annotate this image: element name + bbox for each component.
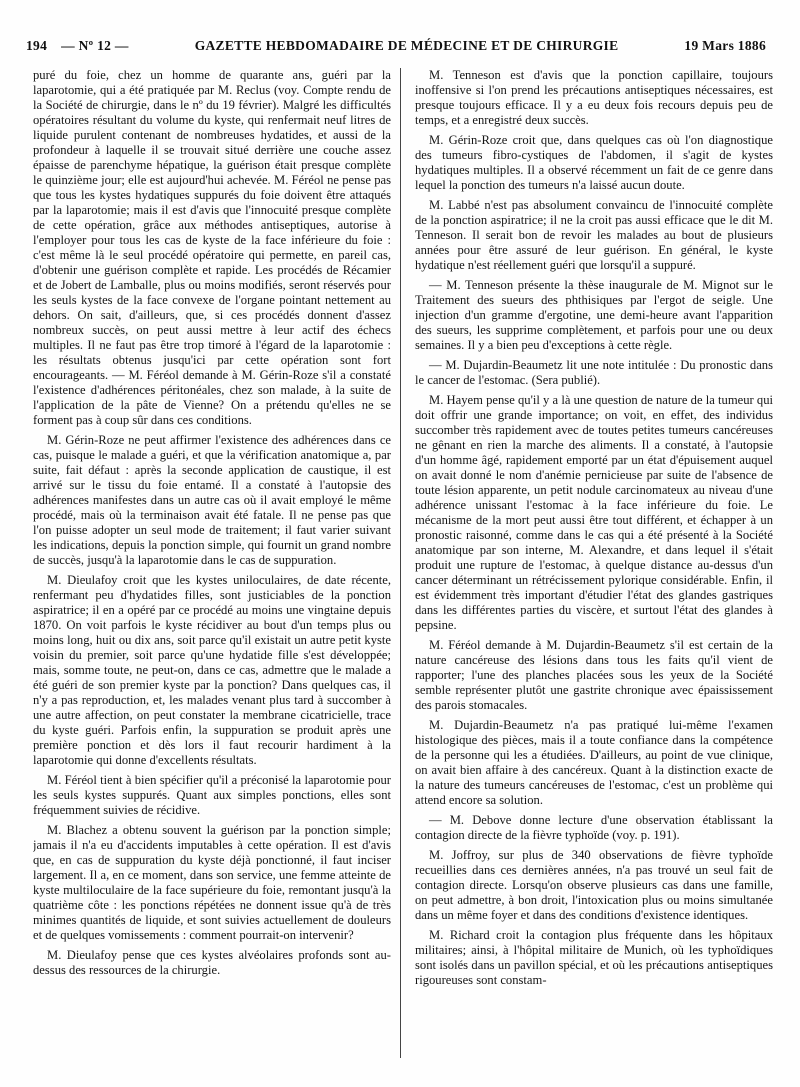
column-divider <box>400 68 401 1058</box>
paragraph: M. Richard croit la contagion plus fréquente dans les hôpitaux militaires; ainsi, à l'hôpital militaire de Munich, où les typhoïdiques sont isolés dans un pavillon spécial, et où les précautions antiseptiques rigoureuses sont constam- <box>415 928 773 987</box>
paragraph: — M. Debove donne lecture d'une observation établissant la contagion directe de la fièvre typhoïde (voy. p. 191). <box>415 813 773 842</box>
paragraph: M. Gérin-Roze ne peut affirmer l'existence des adhérences dans ce cas, puisque le malade a guéri, et que la vérification anatomique a, par suite, fait défaut : après la seconde application de caustique, il est arrivé sur le tissu du foie entamé. Il a constaté à l'autopsie des adhérences manifestes dans un autre cas où il avait employé le même procédé, mais où la terminaison avait été fatale. Il ne pense pas que l'on puisse adopter un seul mode de traitement; il faut varier suivant les indications, depuis la ponction simple, qui fournit un grand nombre de succès, jusqu'à la laparotomie dans le cas de suppuration. <box>33 433 391 567</box>
left-column <box>33 68 391 1058</box>
paragraph: M. Joffroy, sur plus de 340 observations de fièvre typhoïde recueillies dans ces dernières années, n'a pas trouvé un seul fait de contagion directe. Lorsqu'on observe plusieurs cas dans une famille, on peut admettre, à bon droit, l'intoxication plus ou moins simultanée dans un même foyer et dans des conditions d'existence identiques. <box>415 848 773 922</box>
paragraph: M. Dieulafoy pense que ces kystes alvéolaires profonds sont au-dessus des ressources de la chirurgie. <box>33 948 391 977</box>
paragraph: M. Labbé n'est pas absolument convaincu de l'innocuité complète de la ponction aspiratrice; il ne la croit pas aussi efficace que le dit M. Tenneson. Il serait bon de revoir les malades au bout de plusieurs années pour être assuré de leur guérison. En général, le kyste hydatique n'est réellement guéri que lorsqu'il a suppuré. <box>415 198 773 272</box>
page-header <box>26 36 766 56</box>
paragraph: M. Gérin-Roze croit que, dans quelques cas où l'on diagnostique des tumeurs fibro-cystiques de l'abdomen, il s'agit de kystes hydatiques multiples. Il a observé récemment un fait de ce genre dans lequel la ponction des tumeurs n'a laissé aucun doute. <box>415 133 773 192</box>
paragraph: puré du foie, chez un homme de quarante ans, guéri par la laparotomie, qui a été pratiquée par M. Reclus (voy. Compte rendu de la Société de chirurgie, dans le nº du 19 février). Malgré les difficultés opératoires résultant du volume du kyste, qui renfermait neuf litres de liquide purulent contenant de nombreuses hydatides, et aussi de la profondeur à laquelle il se trouvait situé derrière une couche assez épaisse de parenchyme hépatique, la guérison était presque complète le quinzième jour; elle est aujourd'hui achevée. M. Féréol ne pense pas que tous les kystes hydatiques suppurés du foie doivent être attaqués par la laparotomie; mais il est d'avis que l'innocuité presque complète de cette opération, grâce aux méthodes antiseptiques, autorise à l'employer pour tous les cas de kyste de la face inférieure du foie : c'est même là le seul procédé opératoire qui permette, en pareil cas, d'obtenir une guérison complète et rapide. Les procédés de Récamier et de Jobert de Lamballe, plus ou moins modifiés, seront réservés pour les seuls kystes de la face convexe de l'organe pointant nettement au dehors. On sait, d'ailleurs, que, si ces procédés donnent d'assez nombreux succès, on peut aussi mettre à leur actif des échecs multiples. Il ne faut pas être trop timoré à l'égard de la laparotomie : les résultats obtenus jusqu'ici par cette opération sont fort encourageants. — M. Féréol demande à M. Gérin-Roze s'il a constaté l'existence d'adhérences péritonéales, chez son malade, à la suite de l'application de la pâte de Vienne? On a prétendu qu'elles ne se forment pas à coup sûr dans ces conditions. <box>33 68 391 427</box>
paragraph: — M. Dujardin-Beaumetz lit une note intitulée : Du pronostic dans le cancer de l'estomac. (Sera publié). <box>415 358 773 387</box>
paragraph: M. Tenneson est d'avis que la ponction capillaire, toujours inoffensive si l'on prend les précautions antiseptiques nécessaires, est presque toujours efficace. Il y a eu deux fois recours depuis peu de temps, et a enregistré deux succès. <box>415 68 773 127</box>
page-number: 194 <box>26 38 48 53</box>
journal-title: GAZETTE HEBDOMADAIRE DE MÉDECINE ET DE CHIRURGIE <box>194 38 619 53</box>
issue-date: 19 Mars 1886 <box>684 38 766 53</box>
paragraph: M. Dujardin-Beaumetz n'a pas pratiqué lui-même l'examen histologique des pièces, mais il a toute confiance dans la compétence de la personne qui les a étudiées. D'ailleurs, au point de vue clinique, on avait bien affaire à des cancéreux. Quant à la distinction exacte de la nature des tumeurs cancéreuses de l'estomac, c'est un problème qui attend encore sa solution. <box>415 718 773 807</box>
paragraph: M. Blachez a obtenu souvent la guérison par la ponction simple; jamais il n'a eu d'accidents imputables à cette opération. Il est d'avis que, en cas de suppuration du kyste déjà ponctionné, il faut inciser largement. Il a, en ce moment, dans son service, une femme atteinte de kyste multiloculaire de la face supérieure du foie, remontant jusqu'à la quatrième côte : les ponctions répétées ne donnent issue qu'à de très minimes quantités de liquide, et sont suivies actuellement de douleurs et de quelques vomissements : comment pourrait-on intervenir? <box>33 823 391 942</box>
paragraph: — M. Tenneson présente la thèse inaugurale de M. Mignot sur le Traitement des sueurs des phthisiques par l'ergot de seigle. Une injection d'un gramme d'ergotine, une demi-heure avant l'apparition des sueurs, les supprime complètement, et parfois pour une ou deux semaines. Il y a bien peu d'exceptions à cette règle. <box>415 278 773 352</box>
paragraph: M. Féréol tient à bien spécifier qu'il a préconisé la laparotomie pour les seuls kystes suppurés. Quant aux simples ponctions, elles sont fréquemment suivies de récidive. <box>33 773 391 817</box>
paragraph: M. Hayem pense qu'il y a là une question de nature de la tumeur qui doit offrir une grande importance; on voit, en effet, des individus succomber très rapidement avec de toutes petites tumeurs cancéreuses ne gênant en rien la marche des aliments. Il a constaté, à l'autopsie d'un homme âgé, rapidement emporté par un état d'épuisement auquel on avait donné le nom d'anémie pernicieuse par suite de l'absence de toute lésion apparente, un petit nodule carcinomateux au niveau d'une adhérence unissant l'estomac à la face inférieure du foie. Le mécanisme de la mort peut aussi être tout différent, et échapper à un pronostic raisonné, comme dans le cas qui a été présenté à la Société anatomique par son interne, M. Alexandre, et dans lequel il s'était produit une rupture de l'estomac, à quelque distance au-dessus d'un cancer déterminant un rétrécissement pylorique considérable. Enfin, il est évidemment très important d'étudier l'état des glandes gastriques dans les différentes parties du viscère, et surtout l'état des glandes à pepsine. <box>415 393 773 632</box>
issue-number: — Nº 12 — <box>61 38 129 53</box>
paragraph: M. Dieulafoy croit que les kystes uniloculaires, de date récente, renfermant peu d'hydatides filles, sont justiciables de la ponction aspiratrice; il en a opéré par ce procédé au moins une vingtaine depuis 1870. On voit parfois le kyste récidiver au bout d'un temps plus ou moins long, huit ou dix ans, soit parce qu'il existait un autre petit kyste voisin du premier, soit parce qu'une hydatide fille s'est développée; mais, somme toute, ne peut-on, dans ce cas, admettre que le malade a été guéri de son premier kyste par la ponction? Dans quelques cas, il n'y a pas reproduction, et, les malades venant plus tard à succomber à une autre affection, on peut constater la membrane cicatricielle, trace du kyste guéri. Parfois enfin, la suppuration se produit après une première ponction et dès lors il faut recourir hardiment à la laparotomie qui donne d'excellents résultats. <box>33 573 391 767</box>
right-column <box>415 68 773 1058</box>
paragraph: M. Féréol demande à M. Dujardin-Beaumetz s'il est certain de la nature cancéreuse des lésions dans tous les faits qu'il vient de rapporter; l'une des planches placées sous les yeux de la Société semble représenter plutôt une gastrite chronique avec épaississement des parois stomacales. <box>415 638 773 712</box>
